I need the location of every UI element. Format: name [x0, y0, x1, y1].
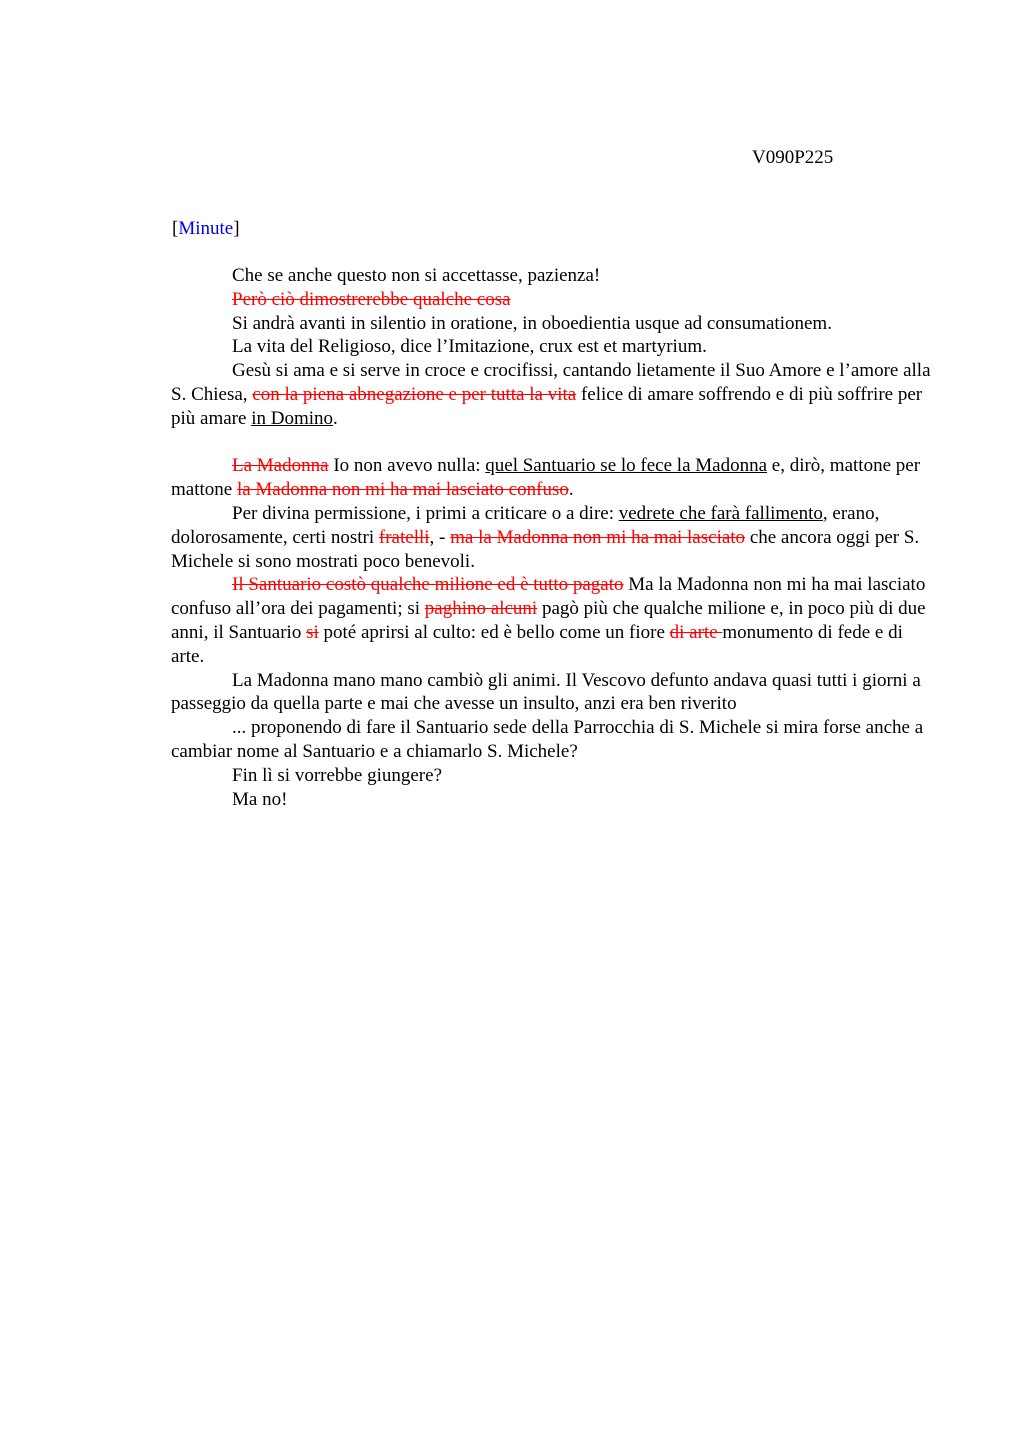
section-label [172, 218, 240, 240]
text-run: , - [429, 526, 451, 548]
text-run: Gesù si ama e si serve in croce e crocifissi, cantando lietamente il Suo Amore e l’amore alla S. Chiesa, [171, 360, 931, 405]
section-bracket-open: [ [172, 218, 179, 239]
deleted-text: con la piena abnegazione e per tutta la vita [252, 383, 577, 405]
deleted-text: ma la Madonna non mi ha mai lasciato [450, 526, 746, 548]
text-run: Fin lì si vorrebbe giungere? [232, 764, 443, 786]
text-run: Che se anche questo non si accettasse, pazienza! [232, 265, 601, 286]
document-id: V090P225 [752, 147, 834, 168]
paragraph [171, 788, 931, 812]
section-bracket-close: ] [233, 218, 240, 239]
paragraph [171, 288, 931, 312]
deleted-text: di arte [669, 621, 723, 643]
deleted-text: Il Santuario costò qualche milione ed è tutto pagato [232, 574, 624, 596]
text-run: pagò più che qualche milione e, in poco più di due anni, il Santuario [171, 598, 926, 643]
paragraph [171, 312, 931, 336]
paragraph [171, 764, 931, 788]
deleted-text: fratelli [378, 526, 430, 548]
underlined-text: quel Santuario se lo fece la Madonna [485, 455, 768, 477]
text-run: monumento di fede e di arte. [171, 621, 903, 667]
document-body [171, 264, 931, 811]
deleted-text: paghino alcuni [424, 598, 538, 620]
text-run: La Madonna mano mano cambiò gli animi. Il Vescovo defunto andava quasi tutti i giorni a passeggio da quella parte e mai che avesse un insulto, anzi era ben riverito [171, 669, 921, 715]
text-run: . [568, 479, 574, 501]
paragraph [171, 502, 931, 573]
text-run: che ancora oggi per S. Michele si sono mostrati poco benevoli. [171, 526, 920, 572]
underlined-text: vedrete che farà fallimento [618, 502, 823, 524]
text-run: e, dirò, mattone per mattone [171, 455, 921, 501]
deleted-text: si [306, 621, 319, 643]
section-label-text: Minute [178, 218, 234, 239]
paragraph [171, 454, 931, 502]
text-run: Io non avevo nulla: [328, 455, 486, 477]
paragraph [171, 669, 931, 717]
text-run: ... proponendo di fare il Santuario sede della Parrocchia di S. Michele si mira forse anche a cambiar nome al Santuario e a chiamarlo S. Michele? [171, 717, 924, 762]
deleted-text: La Madonna [232, 455, 329, 477]
text-run: . [333, 407, 338, 429]
text-run: La vita del Religioso, dice l’Imitazione, crux est et martyrium. [232, 336, 707, 358]
paragraph [171, 335, 931, 359]
text-run: Ma la Madonna non mi ha mai lasciato confuso all’ora dei pagamenti; si [171, 574, 926, 620]
text-run: , erano, dolorosamente, certi nostri [171, 502, 880, 548]
paragraph [171, 359, 931, 430]
text-run: Si andrà avanti in silentio in oratione, in oboedientia usque ad consumationem. [232, 312, 832, 334]
text-run: poté aprirsi al culto: ed è bello come un fiore [318, 621, 670, 643]
paragraph [171, 264, 931, 288]
text-run: felice di amare soffrendo e di più soffrire per più amare [171, 383, 923, 429]
text-run: Per divina permissione, i primi a criticare o a dire: [232, 502, 619, 524]
deleted-text: la Madonna non mi ha mai lasciato confuso [236, 479, 569, 501]
paragraph [171, 716, 931, 764]
underlined-text: in Domino [251, 407, 333, 429]
paragraph [171, 573, 931, 668]
deleted-text: Però ciò dimostrerebbe qualche cosa [232, 288, 511, 310]
text-run: Ma no! [232, 788, 288, 810]
